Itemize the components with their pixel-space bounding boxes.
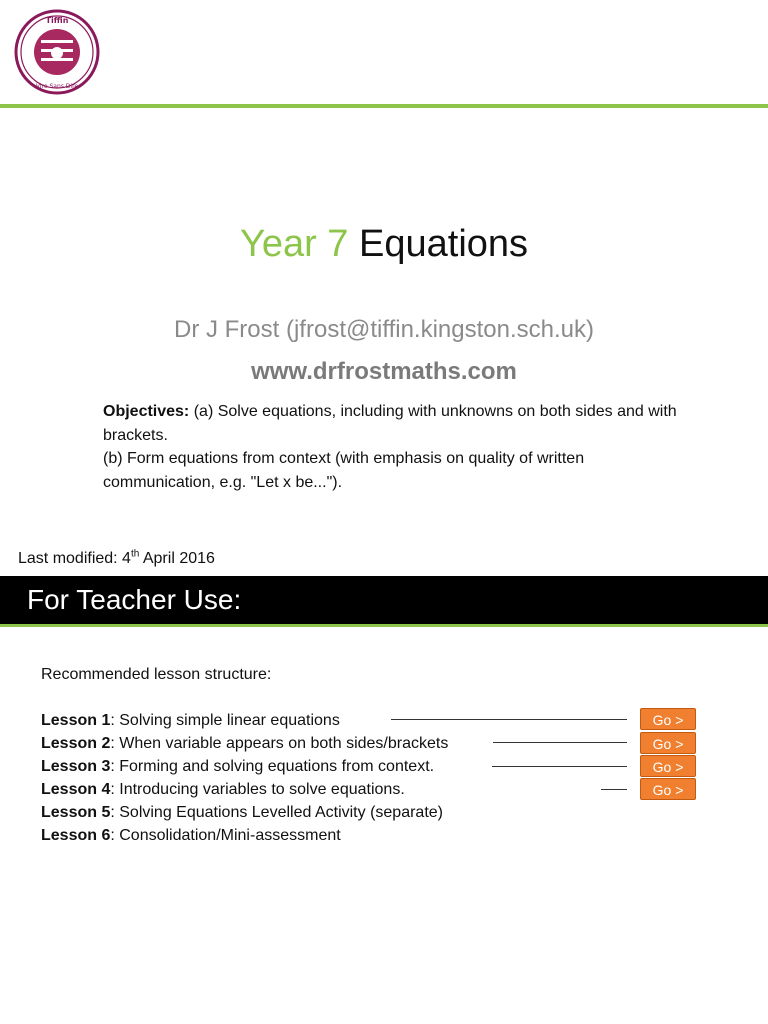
svg-text:Vire Sans Dire: Vire Sans Dire: [35, 83, 79, 90]
go-button-lesson-4[interactable]: Go >: [640, 778, 696, 800]
teacher-use-banner: [0, 576, 768, 624]
go-button-lesson-1[interactable]: Go >: [640, 708, 696, 730]
lesson-item-1: Lesson 1: Solving simple linear equations: [41, 712, 340, 729]
author-line: Dr J Frost (jfrost@tiffin.kingston.sch.uk): [173, 316, 595, 343]
lesson-item-5: Lesson 5: Solving Equations Levelled Activity (separate): [41, 804, 443, 821]
website-link[interactable]: www.drfrostmaths.com: [251, 358, 517, 385]
lesson-item-3: Lesson 3: Forming and solving equations from context.: [41, 758, 435, 775]
recommended-structure-label: Recommended lesson structure:: [41, 666, 272, 683]
svg-text:Tiffin: Tiffin: [45, 16, 69, 25]
go-button-lesson-2[interactable]: Go >: [640, 732, 696, 754]
teacher-use-heading: For Teacher Use:: [27, 584, 242, 615]
go-button-lesson-3[interactable]: Go >: [640, 755, 696, 777]
lesson-item-4: Lesson 4: Introducing variables to solve equations.: [41, 781, 405, 798]
objectives-label: Objectives:: [103, 403, 190, 420]
last-modified: Last modified: 4th April 2016: [18, 548, 215, 567]
school-crest-logo: [14, 9, 100, 95]
connector-line-2: [493, 742, 627, 743]
connector-line-4: [601, 789, 627, 790]
objective-a: (a) Solve equations, including with unknowns on both sides and with brackets.: [103, 403, 677, 444]
title-year: Year 7: [239, 223, 349, 265]
header-divider: [0, 104, 768, 108]
connector-line-1: [391, 719, 627, 720]
lesson-item-6: Lesson 6: Consolidation/Mini-assessment: [41, 827, 341, 844]
connector-line-3: [492, 766, 627, 767]
lesson-item-2: Lesson 2: When variable appears on both sides/brackets: [41, 735, 449, 752]
page-title: [0, 218, 768, 270]
title-subject: Equations: [359, 223, 529, 265]
objective-b: (b) Form equations from context (with emphasis on quality of written communication, e.g. "Let x be...").: [103, 450, 585, 491]
objectives-block: [103, 400, 683, 494]
teacher-divider: [0, 624, 768, 627]
